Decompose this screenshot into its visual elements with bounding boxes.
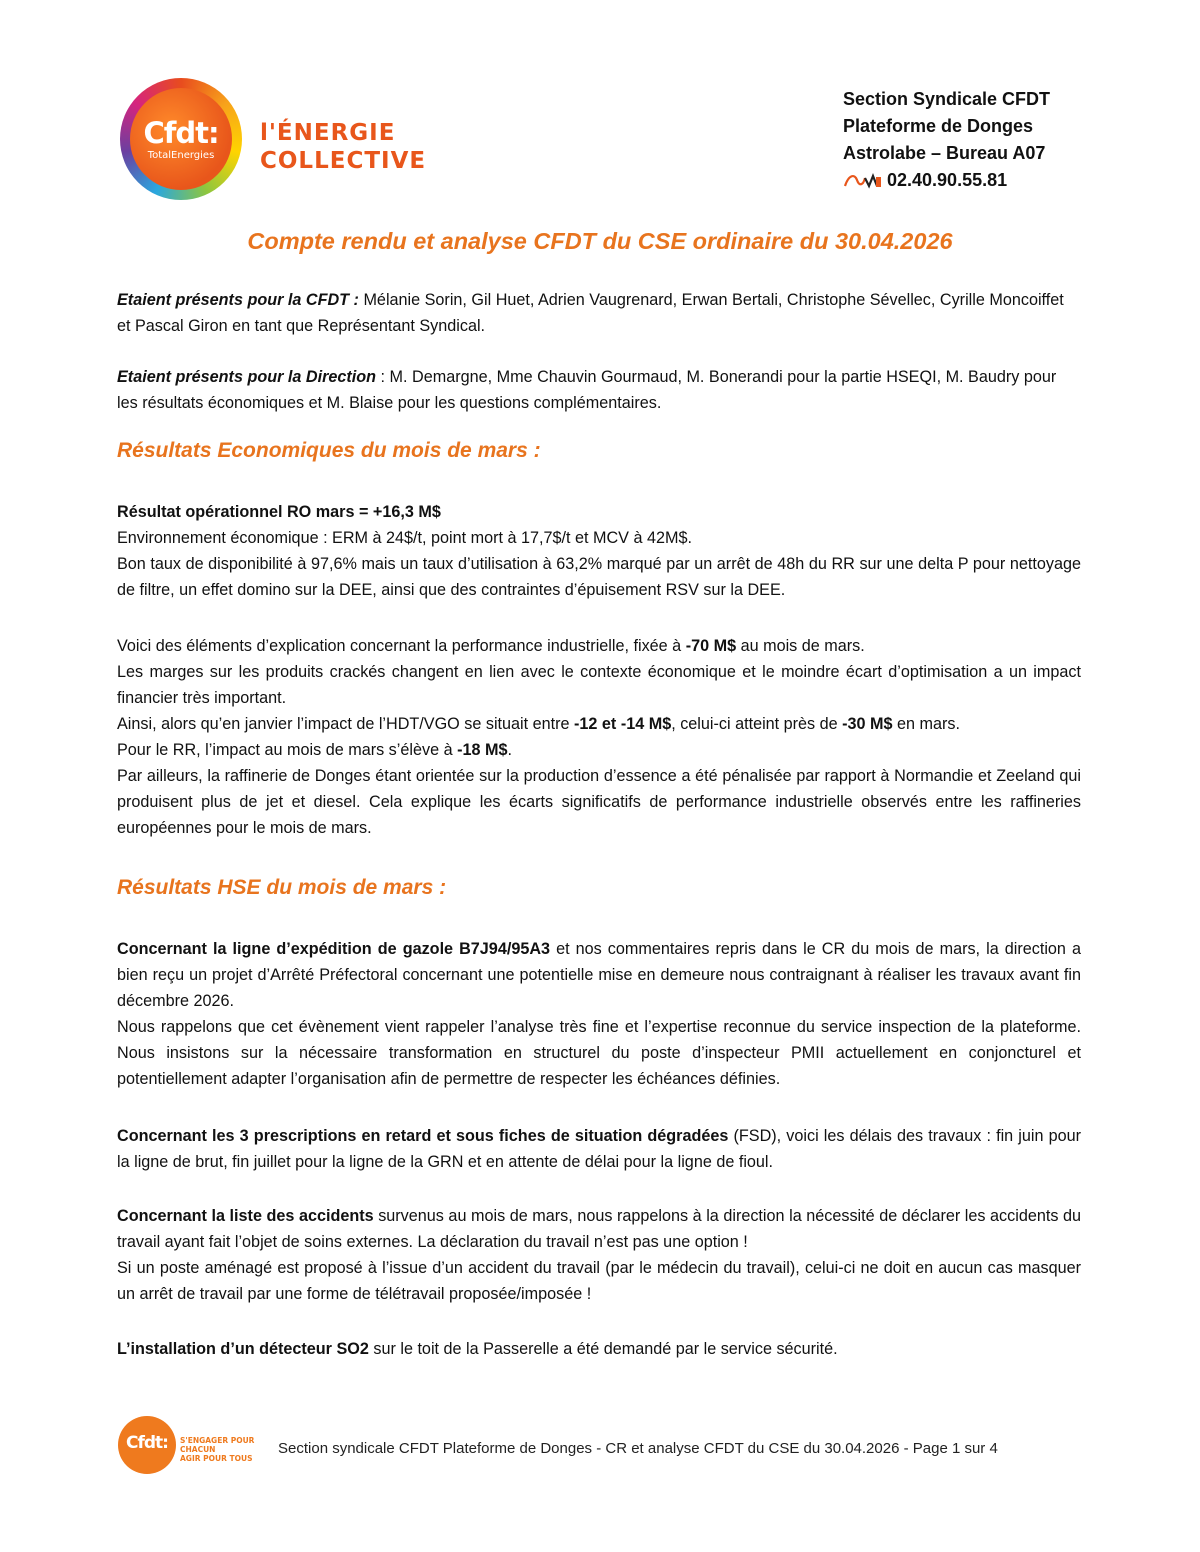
address-line-3: Astrolabe – Bureau A07	[843, 143, 1046, 163]
section-eco-body-2	[117, 633, 1081, 841]
cfdt-energie-logo	[120, 78, 427, 203]
presents-cfdt-label: Etaient présents pour la CFDT :	[117, 291, 359, 309]
eco-disponibilite: Bon taux de disponibilité à 97,6% mais un taux d’utilisation à 63,2% marqué par un arrêt de 48h du RR sur une delta P pour nettoyage de filtre, un effet domino sur la DEE, ainsi que des contraintes d’épuisement RSV sur la DEE.	[117, 555, 1081, 599]
presents-direction	[117, 364, 1081, 416]
hse-paragraph-1	[117, 936, 1081, 1092]
ro-heading: Résultat opérationnel RO mars = +16,3 M$	[117, 503, 441, 521]
eco-environment: Environnement économique : ERM à 24$/t, point mort à 17,7$/t et MCV à 42M$.	[117, 529, 692, 547]
section-title-eco: Résultats Economiques du mois de mars :	[117, 439, 541, 462]
logo-brand: Cfdt:	[143, 116, 219, 150]
hse-p2-text: (FSD), voici les délais des travaux : fin juin pour la ligne de brut, fin juillet pour la ligne de la GRN et en attente de délai pour la ligne de fioul.	[117, 1127, 1082, 1171]
eco-performance: Voici des éléments d’explication concernant la performance industrielle, fixée à -70 M$ au mois de mars.	[117, 637, 865, 655]
hse-paragraph-3	[117, 1203, 1081, 1307]
hse-p3-text2: Si un poste aménagé est proposé à l’issue d’un accident du travail (par le médecin du travail), celui-ci ne doit en aucun cas masquer un arrêt de travail par une forme de télétravail proposée/imposée !	[117, 1259, 1081, 1303]
phone-number: 02.40.90.55.81	[887, 170, 1008, 190]
logo-sub: TotalEnergies	[147, 150, 215, 161]
footer-slogan: S'ENGAGER POUR CHACUN AGIR POUR TOUS	[180, 1436, 255, 1463]
footer-text: Section syndicale CFDT Plateforme de Donges - CR et analyse CFDT du CSE du 30.04.2026 - Page 1 sur 4	[278, 1440, 998, 1457]
hse-p2-bold: Concernant les 3 prescriptions en retard et sous fiches de situation dégradées	[117, 1127, 729, 1145]
hse-p1-text2: Nous rappelons que cet évènement vient rappeler l’analyse très fine et l’expertise reconnue du service inspection de la plateforme. Nous insistons sur la nécessaire transformation en structurel du poste d’inspecteur PMII actuellement en conjoncturel et potentiellement adapter l’organisation afin de permettre de respecter les échéances définies.	[117, 1018, 1081, 1088]
eco-marges: Les marges sur les produits crackés changent en lien avec le contexte économique et le moindre écart d’optimisation a un impact financier très important.	[117, 663, 1081, 707]
presents-direction-text: : M. Demargne, Mme Chauvin Gourmaud, M. Bonerandi pour la partie HSEQI, M. Baudry pour les résultats économiques et M. Blaise pour les questions complémentaires.	[117, 368, 1057, 412]
logo-tagline-2: COLLECTIVE	[260, 148, 427, 174]
eco-hdt: Ainsi, alors qu’en janvier l’impact de l’HDT/VGO se situait entre -12 et -14 M$, celui-ci atteint près de -30 M$ en mars.	[117, 715, 961, 733]
hse-p4-text: sur le toit de la Passerelle a été demandé par le service sécurité.	[368, 1340, 838, 1358]
presents-cfdt	[117, 287, 1081, 339]
address-line-2: Plateforme de Donges	[843, 116, 1034, 136]
footer-logo	[118, 1416, 278, 1476]
presents-cfdt-text: Mélanie Sorin, Gil Huet, Adrien Vaugrenard, Erwan Bertali, Christophe Sévellec, Cyrille Moncoiffet et Pascal Giron en tant que Représentant Syndical.	[117, 291, 1064, 335]
eco-donges: Par ailleurs, la raffinerie de Donges étant orientée sur la production d’essence a été pénalisée par rapport à Normandie et Zeeland qui produisent plus de jet et diesel. Cela explique les écarts significatifs de performance industrielle observés entre les raffineries européennes pour le mois de mars.	[117, 767, 1081, 837]
eco-rr: Pour le RR, l’impact au mois de mars s’élève à -18 M$.	[117, 741, 512, 759]
section-eco-body	[117, 499, 1081, 603]
footer-brand: Cfdt:	[126, 1433, 168, 1453]
hse-p3-text: survenus au mois de mars, nous rappelons à la direction la nécessité de déclarer les accidents du travail ayant fait l’objet de soins externes. La déclaration du travail n’est pas une option !	[117, 1207, 1081, 1251]
hse-p1-bold: Concernant la ligne d’expédition de gazole B7J94/95A3	[117, 940, 551, 958]
page-title: Compte rendu et analyse CFDT du CSE ordinaire du 30.04.2026	[247, 228, 953, 254]
address-block	[843, 86, 1050, 194]
logo-tagline-1: l'ÉNERGIE	[260, 120, 396, 146]
presents-direction-label: Etaient présents pour la Direction	[117, 368, 377, 386]
phone-line	[843, 167, 1050, 194]
hse-paragraph-2	[117, 1123, 1081, 1175]
address-line-1: Section Syndicale CFDT	[843, 89, 1051, 109]
section-title-hse: Résultats HSE du mois de mars :	[117, 876, 447, 899]
hse-p1-text: et nos commentaires repris dans le CR du mois de mars, la direction a bien reçu un projet d’Arrêté Préfectoral concernant une potentielle mise en demeure nous contraignant à réaliser les travaux avant fin décembre 2026.	[117, 940, 1081, 1010]
hse-p3-bold: Concernant la liste des accidents	[117, 1207, 374, 1225]
phone-icon	[843, 172, 883, 190]
hse-paragraph-4	[117, 1336, 1081, 1362]
hse-p4-bold: L’installation d’un détecteur SO2	[117, 1340, 369, 1358]
